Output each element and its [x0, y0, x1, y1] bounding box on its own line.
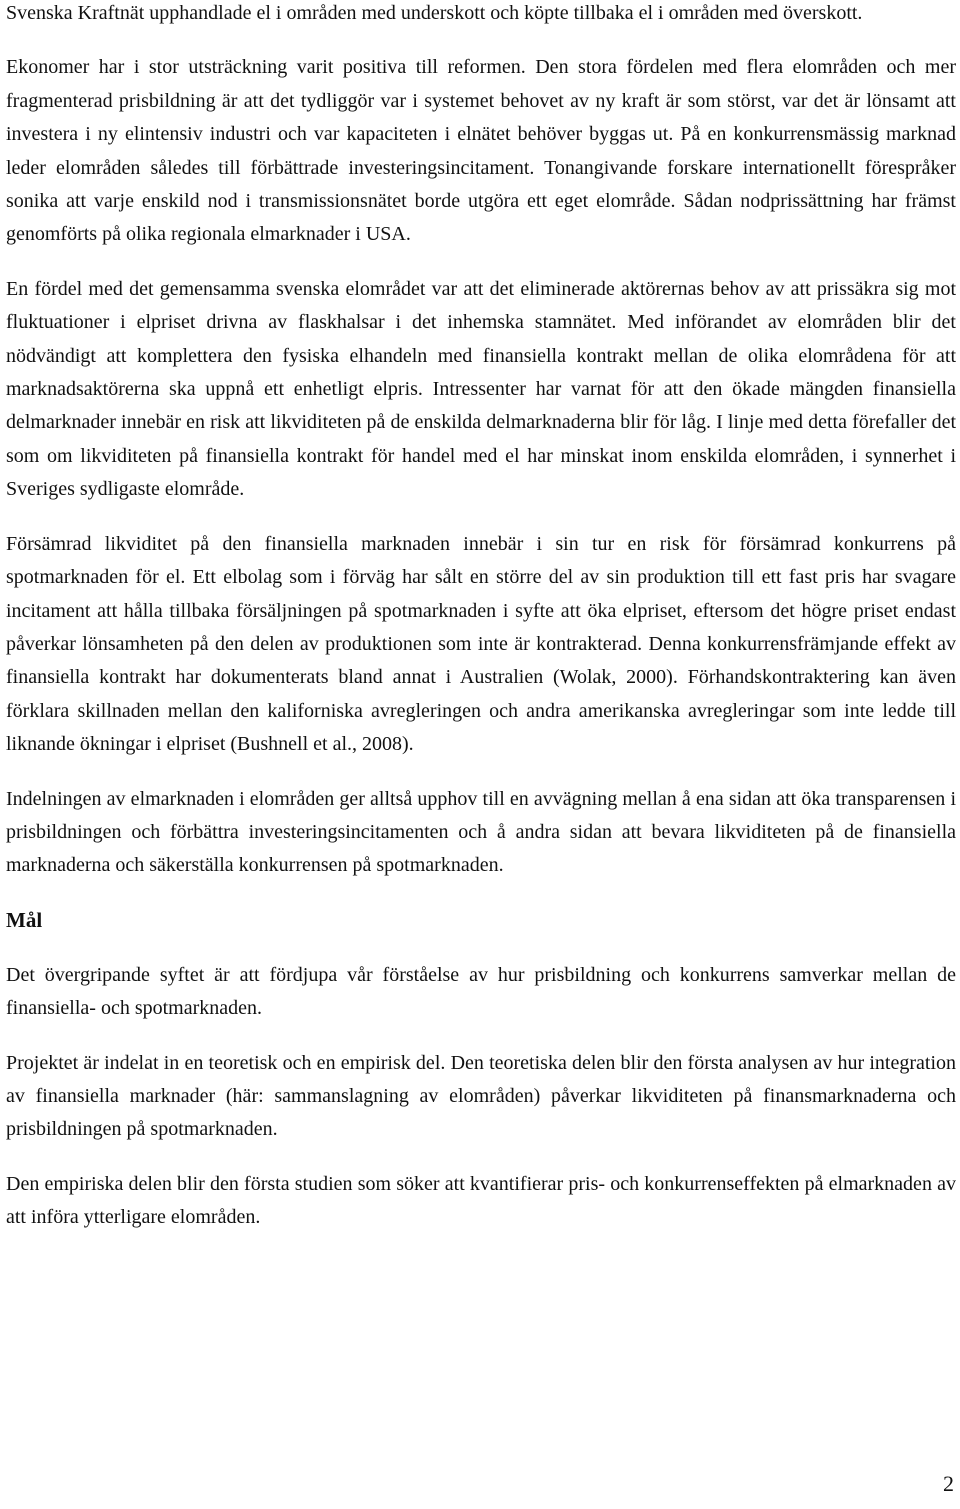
paragraph: Ekonomer har i stor utsträckning varit positiva till reformen. Den stora fördelen med flera elområden och mer fragmenterad prisbildning är att det tydliggör var i systemet behovet av ny kraft är som störst, var det är lönsamt att investera i ny elintensiv industri och var kapaciteten i elnätet behöver byggas ut. På en konkurrensmässig marknad leder elområden således till förbättrade investeringsincitament. Tonangivande forskare internationellt förespråker sonika att varje enskild nod i transmissionsnätet borde utgöra ett eget elområde. Sådan nodprissättning har främst genomförts på olika regionala elmarknader i USA.: [6, 56, 956, 246]
section-heading: Mål: [6, 907, 43, 932]
paragraph: Försämrad likviditet på den finansiella marknaden innebär i sin tur en risk för försämrad konkurrens på spotmarknaden för el. Ett elbolag som i förväg har sålt en större del av sin produktion till ett fast pris har svagare incitament att hålla tillbaka försäljningen på spotmarknaden i syfte att öka elpriset, eftersom det högre priset endast påverkar lönsamheten på den delen av produktionen som inte är kontrakterad. Denna konkurrensfrämjande effekt av finansiella kontrakt har dokumenterats bland annat i Australien (Wolak, 2000). Förhandskontraktering kan även förklara skillnaden mellan den kaliforniska avregleringen och andra amerikanska avregleringar som inte ledde till liknande ökningar i elpriset (Bushnell et al., 2008).: [6, 532, 956, 756]
page-number: 2: [943, 1471, 954, 1496]
paragraph: Den empiriska delen blir den första studien som söker att kvantifierar pris- och konkurrenseffekten på elmarknaden av att införa ytterligare elområden.: [6, 1172, 956, 1229]
document-body: [6, 0, 956, 1256]
paragraph: En fördel med det gemensamma svenska elområdet var att det eliminerade aktörernas behov av att prissäkra sig mot fluktuationer i elpriset drivna av flaskhalsar i det inhemska stamnätet. Med införandet av elområden blir det nödvändigt att komplettera den fysiska elhandeln med finansiella kontrakt mellan de olika elområdena för att marknadsaktörerna ska uppnå ett enhetligt elpris. Intressenter har varnat för att den ökade mängden finansiella delmarknader innebär en risk att likviditeten på de enskilda delmarknaderna blir för låg. I linje med detta förefaller det som om likviditeten på finansiella kontrakt för handel med el har minskat inom enskilda elområden, i synnerhet i Sveriges sydligaste elområde.: [6, 277, 956, 501]
paragraph: Det övergripande syftet är att fördjupa vår förståelse av hur prisbildning och konkurrens samverkar mellan de finansiella- och spotmarknaden.: [6, 963, 956, 1020]
paragraph: Indelningen av elmarknaden i elområden ger alltså upphov till en avvägning mellan å ena sidan att öka transparensen i prisbildningen och förbättra investeringsincitamenten och å andra sidan att bevara likviditeten på de finansiella marknaderna och säkerställa konkurrensen på spotmarknaden.: [6, 787, 956, 877]
paragraph: Svenska Kraftnät upphandlade el i områden med underskott och köpte tillbaka el i områden med överskott.: [6, 2, 863, 24]
paragraph: Projektet är indelat in en teoretisk och en empirisk del. Den teoretiska delen blir den första analysen av hur integration av finansiella marknader (här: sammanslagning av elområden) påverkar likviditeten på finansmarknaderna och prisbildningen på spotmarknaden.: [6, 1051, 956, 1141]
